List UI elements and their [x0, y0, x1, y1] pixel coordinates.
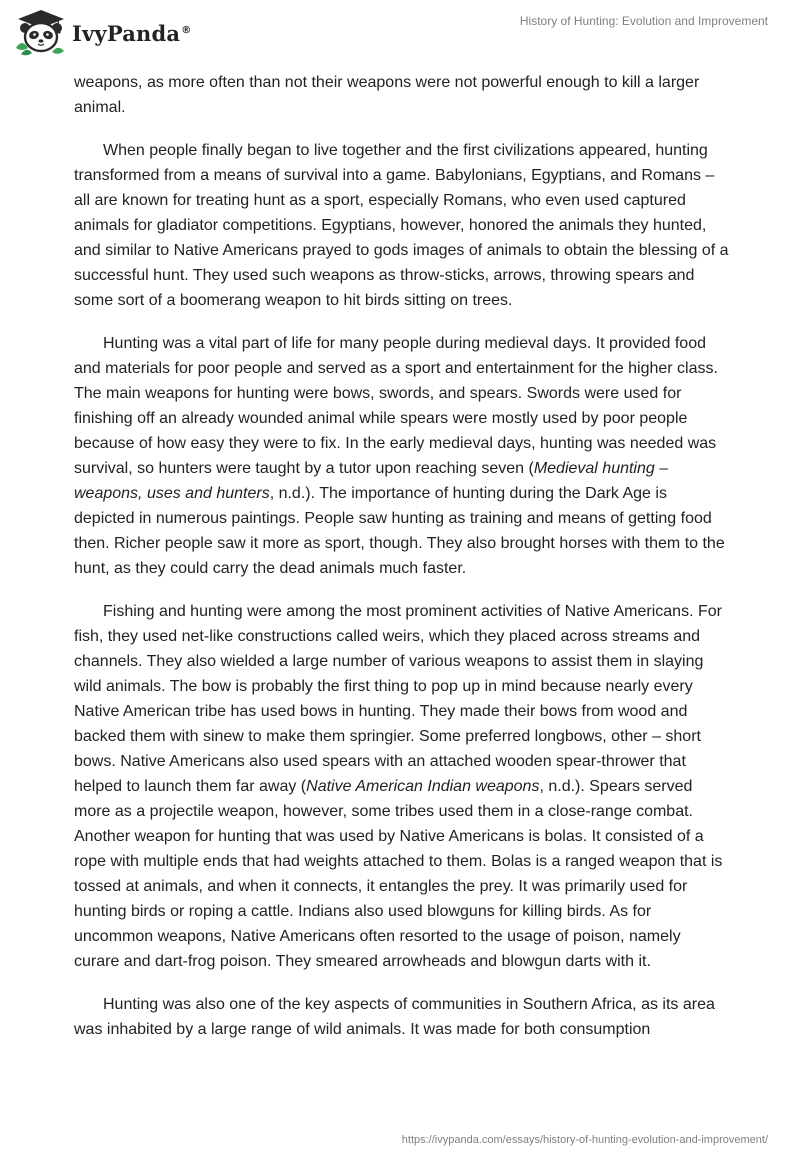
- paragraph-native-americans: [74, 599, 730, 974]
- paragraph-text: , n.d.). The importance of hunting during the Dark Age is depicted in numerous paintings. People saw hunting as training and means of getting food then. Richer people saw it more as sport, though. They also brought horses with them to the hunt, as they could carry the dead animals much faster.: [74, 485, 725, 577]
- page-header: [0, 0, 800, 64]
- paragraph-ancient-civilizations: When people finally began to live together and the first civilizations appeared, hunting transformed from a means of survival into a game. Babylonians, Egyptians, and Romans – all are known for treating hunt as a sport, especially Romans, who even used captured animals for gladiator competitions. Egyptians, however, honored the animals they hunted, and similar to Native Americans prayed to gods images of animals to obtain the blessing of a successful hunt. They used such weapons as throw-sticks, arrows, throwing spears and some sort of a boomerang weapon to hit birds sitting on trees.: [74, 142, 729, 309]
- source-url[interactable]: https://ivypanda.com/essays/history-of-hunting-evolution-and-improvement/: [401, 1134, 768, 1146]
- paragraph-continuation: weapons, as more often than not their weapons were not powerful enough to kill a larger animal.: [74, 74, 700, 116]
- registered-mark: ®: [181, 24, 192, 36]
- citation-title: Native American Indian weapons: [306, 778, 540, 795]
- document-title: History of Hunting: Evolution and Improvement: [519, 14, 768, 28]
- paragraph-southern-africa: Hunting was also one of the key aspects of communities in Southern Africa, as its area was inhabited by a large range of wild animals. It was made for both consumption: [74, 996, 715, 1038]
- panda-graduation-cap-icon: [14, 8, 68, 56]
- paragraph-text: Fishing and hunting were among the most prominent activities of Native Americans. For fish, they used net-like constructions called weirs, which they placed across streams and channels. They also wielded a large number of various weapons to assist them in slaying wild animals. The bow is probably the first thing to pop up in mind because nearly every Native American tribe has used bows in hunting. They made their bows from wood and backed them with sinew to make them springier. Some preferred longbows, other – short bows. Native Americans also used spears with an attached wooden spear-thrower that helped to launch them far away (: [74, 603, 722, 795]
- paragraph-text: , n.d.). Spears served more as a projectile weapon, however, some tribes used them in a close-range combat. Another weapon for hunting that was used by Native Americans is bolas. It consisted of a rope with multiple ends that had weights attached to them. Bolas is a ranged weapon that is tossed at animals, and when it connects, it entangles the prey. It was primarily used for hunting birds or roping a cattle. Indians also used blowguns for killing birds. As for uncommon weapons, Native Americans often resorted to the usage of poison, namely curare and dart-frog poison. They smeared arrowheads and blowgun darts with it.: [74, 778, 723, 970]
- paragraph-text: Hunting was a vital part of life for many people during medieval days. It provided food and materials for poor people and served as a sport and entertainment for the higher class. The main weapons for hunting were bows, swords, and spears. Swords were used for finishing off an already wounded animal while spears were mostly used by poor people because of how easy they were to fix. In the early medieval days, hunting was needed was survival, so hunters were taught by a tutor upon reaching seven (: [74, 335, 718, 477]
- essay-body: [74, 70, 730, 1060]
- paragraph-medieval-hunting: [74, 331, 730, 581]
- brand-name: IvyPanda®: [72, 20, 192, 46]
- brand-logo[interactable]: [14, 8, 191, 56]
- citation-title: Medieval hunting – weapons, uses and hunters: [74, 460, 669, 502]
